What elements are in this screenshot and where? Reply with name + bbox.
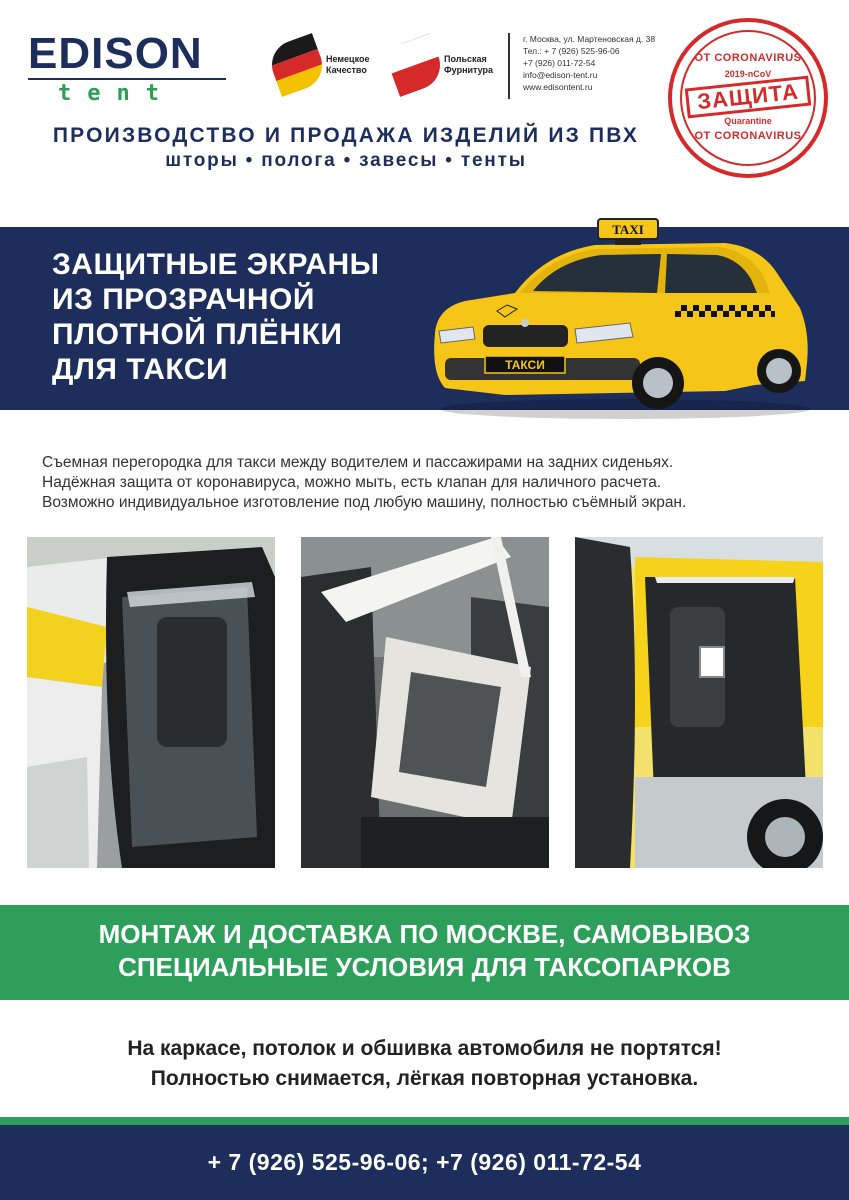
- badge-label-line2: Фурнитура: [444, 65, 494, 75]
- stamp-main-text: ЗАЩИТА: [695, 78, 800, 115]
- tagline-main: ПРОИЗВОДСТВО И ПРОДАЖА ИЗДЕЛИЙ ИЗ ПВХ: [52, 124, 640, 147]
- hero-title-line: ЗАЩИТНЫЕ ЭКРАНЫ: [52, 248, 380, 281]
- logo-main-text: EDISON: [28, 29, 203, 78]
- logo-divider: [28, 78, 226, 80]
- company-logo[interactable]: [28, 29, 228, 106]
- note-line-2: Полностью снимается, лёгкая повторная установка.: [150, 1067, 699, 1090]
- contact-address: г. Москва, ул. Мартеновская д. 38: [523, 34, 656, 44]
- banner-line-1: МОНТАЖ И ДОСТАВКА ПО МОСКВЕ, САМОВЫВОЗ: [98, 919, 751, 949]
- stamp-year-text: 2019-nCoV: [724, 69, 772, 79]
- delivery-banner: [0, 905, 849, 1000]
- description-line: Надёжная защита от коронавируса, можно мыть, есть клапан для наличного расчета.: [42, 474, 662, 491]
- logo-sub-text: tent: [58, 81, 175, 106]
- badge-label-line1: Немецкое: [326, 54, 370, 64]
- badge-label-line1: Польская: [444, 54, 487, 64]
- contact-website[interactable]: www.edisontent.ru: [523, 82, 593, 92]
- description-line: Съемная перегородка для такси между водителем и пассажирами на задних сиденьях.: [42, 454, 674, 471]
- contact-email[interactable]: info@edison-tent.ru: [523, 70, 598, 80]
- tagline-products: шторы • полога • завесы • тенты: [165, 150, 527, 171]
- installation-note: [0, 1034, 849, 1094]
- photo-partition-side-view[interactable]: [27, 537, 275, 868]
- note-line-1: На каркасе, потолок и обшивка автомобиля не портятся!: [127, 1037, 722, 1060]
- hero-title: [52, 247, 380, 387]
- german-flag-icon: [265, 33, 329, 97]
- product-description: [42, 453, 832, 513]
- contact-phone-2[interactable]: +7 (926) 011-72-54: [523, 58, 596, 68]
- contact-phone-1[interactable]: Тел.: + 7 (926) 525-96-06: [523, 46, 620, 56]
- badge-label-line2: Качество: [326, 65, 367, 75]
- taxi-car-illustration: [425, 213, 815, 423]
- checker-stripe: [675, 305, 775, 317]
- hero-title-line: ПЛОТНОЙ ПЛЁНКИ: [52, 318, 343, 351]
- taxi-plate-text: ТАКСИ: [505, 358, 545, 372]
- hero-title-line: ИЗ ПРОЗРАЧНОЙ: [52, 283, 315, 316]
- photo-partition-installed[interactable]: [575, 537, 823, 868]
- footer: [0, 1125, 849, 1200]
- footer-phones[interactable]: + 7 (926) 525-96-06; +7 (926) 011-72-54: [207, 1149, 642, 1175]
- stamp-bottom-text: ОТ CORONAVIRUS: [694, 130, 802, 142]
- polish-fittings-badge: [390, 40, 493, 90]
- taxi-roof-sign-text: TAXI: [612, 222, 644, 237]
- footer-stripe: [0, 1117, 849, 1125]
- hero-title-line: ДЛЯ ТАКСИ: [52, 353, 229, 386]
- german-quality-badge: [272, 40, 369, 90]
- banner-line-2: СПЕЦИАЛЬНЫЕ УСЛОВИЯ ДЛЯ ТАКСОПАРКОВ: [118, 952, 731, 982]
- coronavirus-protection-stamp: [668, 18, 828, 178]
- contact-block: [508, 33, 655, 99]
- stamp-top-text: ОТ CORONAVIRUS: [694, 52, 802, 64]
- polish-flag-icon: [383, 33, 447, 97]
- description-line: Возможно индивидуальное изготовление под любую машину, полностью съёмный экран.: [42, 494, 687, 511]
- photo-partition-window[interactable]: [301, 537, 549, 868]
- stamp-sub-text: Quarantine: [724, 116, 772, 126]
